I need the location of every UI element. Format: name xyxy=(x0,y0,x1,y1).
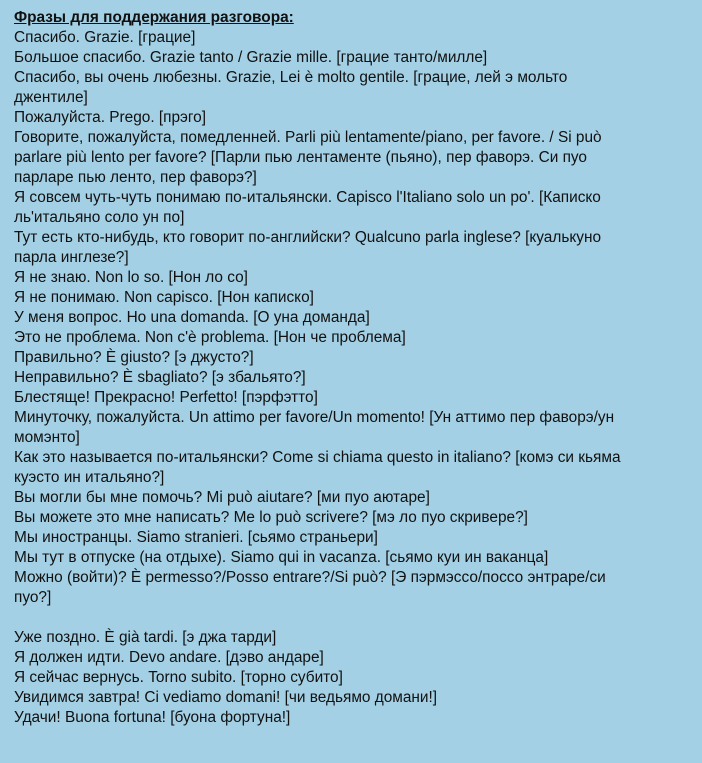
phrase-line: Я должен идти. Devo andare. [дэво андаре] xyxy=(14,649,324,666)
phrase-line: Я сейчас вернусь. Torno subito. [торно субито] xyxy=(14,669,343,686)
phrase-line: Мы тут в отпуске (на отдыхе). Siamo qui in vacanza. [сьямо куи ин ваканца] xyxy=(14,549,549,566)
phrase-line: Спасибо, вы очень любезны. Grazie, Lei è molto gentile. [грацие, лей э мольто xyxy=(14,69,568,86)
phrase-line: пуо?] xyxy=(14,589,52,606)
phrase-line: Я совсем чуть-чуть понимаю по-итальянски. Capisco l'Italiano solo un po'. [Каписко xyxy=(14,189,601,206)
phrase-line: Как это называется по-итальянски? Come si chiama questo in italiano? [комэ си кьяма xyxy=(14,449,621,466)
phrase-line: parlare più lento per favore? [Парли пью лентаменте (пьяно), пер фаворэ. Си пуо xyxy=(14,149,587,166)
phrase-line: Неправильно? È sbagliato? [э збальято?] xyxy=(14,369,306,386)
phrase-document xyxy=(14,8,694,728)
phrase-line: парла инглезе?] xyxy=(14,249,129,266)
phrase-line: парларе пью ленто, пер фаворэ?] xyxy=(14,169,257,186)
phrase-line: Увидимся завтра! Ci vediamo domani! [чи ведьямо домани!] xyxy=(14,689,438,706)
phrase-line: У меня вопрос. Ho una domanda. [О уна доманда] xyxy=(14,309,370,326)
phrase-line: джентиле] xyxy=(14,89,88,106)
phrase-line: Это не проблема. Non c'è problema. [Нон че проблема] xyxy=(14,329,406,346)
phrase-line: куэсто ин итальяно?] xyxy=(14,469,165,486)
phrase-line: Блестяще! Прекрасно! Perfetto! [пэрфэтто] xyxy=(14,389,318,406)
phrase-line: Уже поздно. È già tardi. [э джа тарди] xyxy=(14,629,277,646)
phrase-line: Пожалуйста. Prego. [прэго] xyxy=(14,109,207,126)
phrase-line: момэнто] xyxy=(14,429,80,446)
phrase-line: Правильно? È giusto? [э джусто?] xyxy=(14,349,254,366)
document-heading: Фразы для поддержания разговора: xyxy=(14,9,294,26)
blank-line xyxy=(14,608,694,628)
phrase-line: Мы иностранцы. Siamo stranieri. [сьямо страньери] xyxy=(14,529,378,546)
phrase-line: Я не знаю. Non lo so. [Нон ло со] xyxy=(14,269,248,286)
phrase-line: Минуточку, пожалуйста. Un attimo per favore/Un momento! [Ун аттимо пер фаворэ/ун xyxy=(14,409,615,426)
phrase-line: Говорите, пожалуйста, помедленней. Parli più lentamente/piano, per favore. / Si può xyxy=(14,129,602,146)
phrase-line: Можно (войти)? È permesso?/Posso entrare?/Si può? [Э пэрмэссо/поссо энтраре/си xyxy=(14,569,606,586)
phrase-line: ль'итальяно соло ун по] xyxy=(14,209,185,226)
phrase-line: Я не понимаю. Non capisco. [Нон каписко] xyxy=(14,289,314,306)
phrase-list xyxy=(14,28,694,728)
phrase-line: Спасибо. Grazie. [грацие] xyxy=(14,29,196,46)
phrase-line: Тут есть кто-нибудь, кто говорит по-английски? Qualcuno parla inglese? [куалькуно xyxy=(14,229,602,246)
phrase-line: Удачи! Buona fortuna! [буона фортуна!] xyxy=(14,709,291,726)
phrase-line: Вы могли бы мне помочь? Mi può aiutare? [ми пуо аютаре] xyxy=(14,489,430,506)
phrase-line: Вы можете это мне написать? Me lo può scrivere? [мэ ло пуо скривере?] xyxy=(14,509,528,526)
phrase-line: Большое спасибо. Grazie tanto / Grazie mille. [грацие танто/милле] xyxy=(14,49,488,66)
